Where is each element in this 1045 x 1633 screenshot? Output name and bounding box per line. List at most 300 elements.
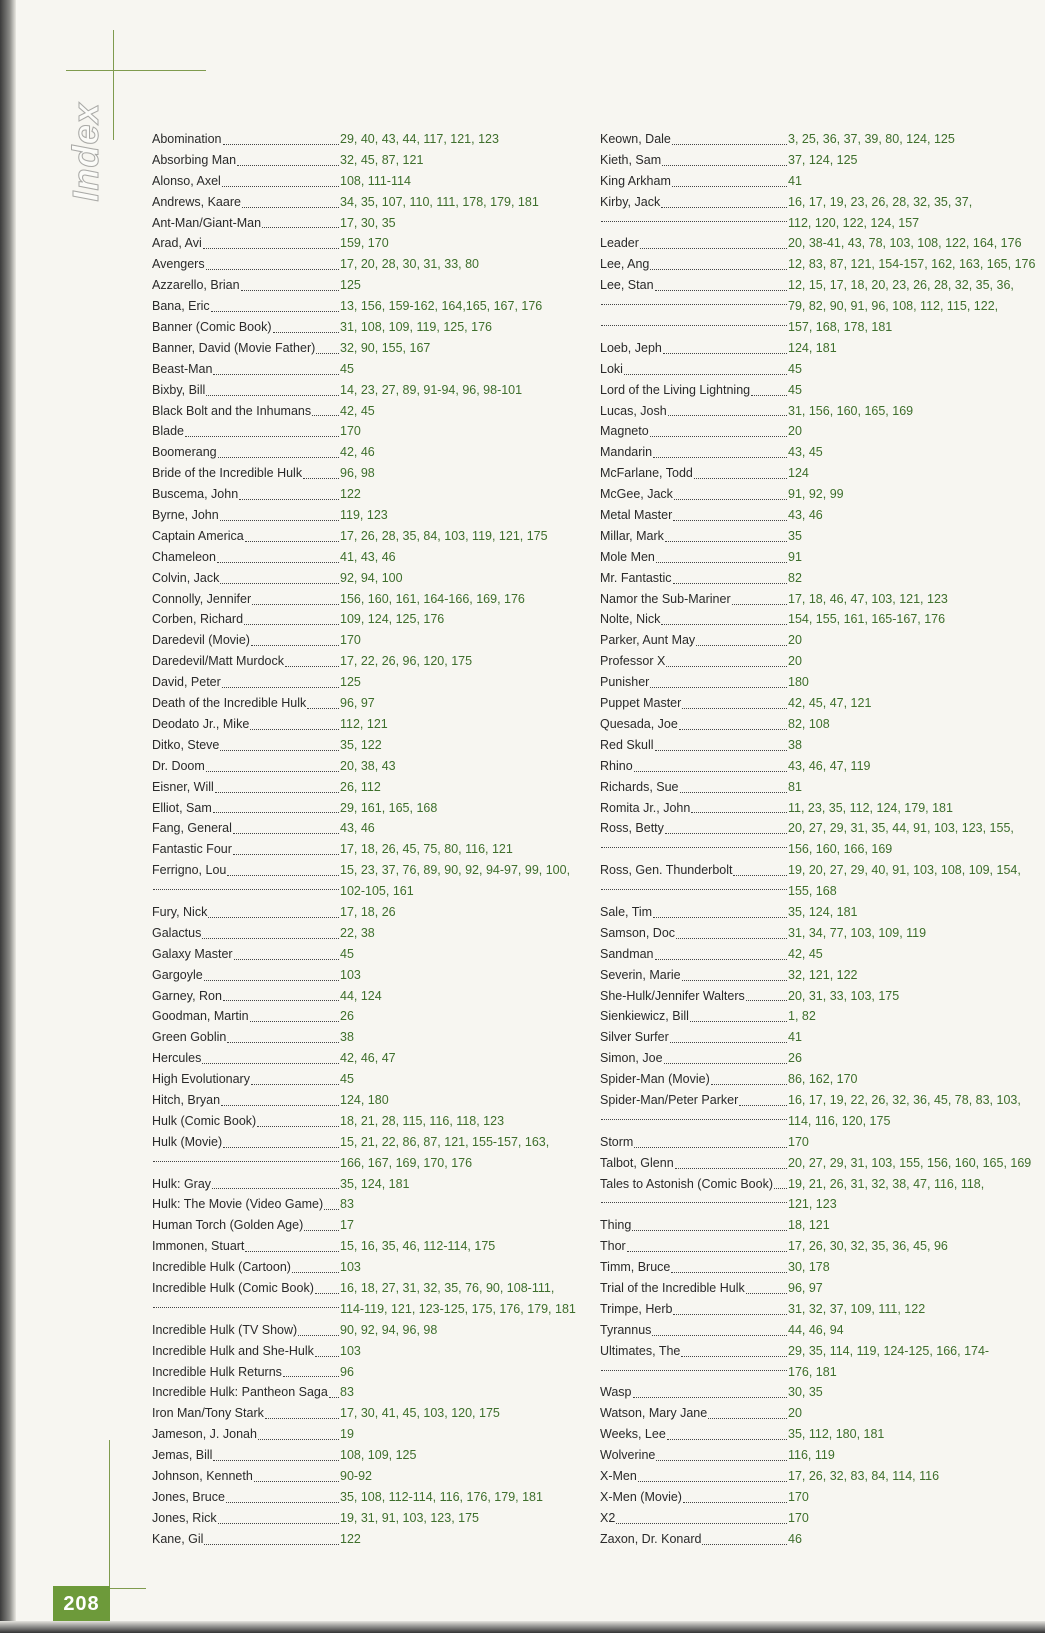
entry-name: Immonen, Stuart <box>152 1239 245 1254</box>
entry-pages: 102-105, 161 <box>340 884 414 899</box>
index-entry <box>152 442 572 463</box>
entry-name: Zaxon, Dr. Konard <box>600 1531 702 1546</box>
entry-pages: 15, 23, 37, 76, 89, 90, 92, 94-97, 99, 100, <box>340 863 571 878</box>
index-entry <box>152 1403 572 1424</box>
entry-name: Hercules <box>152 1051 202 1066</box>
dot-leader <box>601 889 787 890</box>
entry-name: Weeks, Lee <box>600 1427 666 1442</box>
dot-leader <box>226 1487 339 1503</box>
entry-pages: 42, 45 <box>788 946 823 961</box>
entry-pages: 170 <box>340 424 361 439</box>
dot-leader <box>640 233 787 249</box>
entry-pages: 82 <box>788 570 802 585</box>
entry-name: Storm <box>600 1134 634 1149</box>
entry-name: Magneto <box>600 424 649 439</box>
index-entry <box>152 1278 572 1299</box>
entry-pages: 119, 123 <box>340 508 388 523</box>
index-entry <box>152 609 572 630</box>
entry-name: Samson, Doc <box>600 925 676 940</box>
index-entry <box>600 818 1030 839</box>
entry-name: She-Hulk/Jennifer Walters <box>600 988 745 1003</box>
entry-pages: 35, 112, 180, 181 <box>788 1427 885 1442</box>
entry-name: Simon, Joe <box>600 1051 663 1066</box>
dot-leader <box>153 1307 339 1308</box>
dot-leader <box>601 1119 787 1120</box>
index-entry <box>152 944 572 965</box>
entry-pages: 41 <box>788 1030 802 1045</box>
entry-pages: 96, 97 <box>788 1280 823 1295</box>
dot-leader <box>202 923 339 939</box>
entry-pages: 122 <box>340 1531 361 1546</box>
entry-pages: 31, 34, 77, 103, 109, 119 <box>788 925 927 940</box>
entry-name: Ross, Betty <box>600 821 664 836</box>
entry-pages: 103 <box>340 967 361 982</box>
guide-line <box>113 30 114 140</box>
entry-name: Mandarin <box>600 445 653 460</box>
dot-leader <box>661 192 787 208</box>
dot-leader <box>601 221 787 222</box>
dot-leader <box>283 1362 339 1378</box>
entry-name: Lucas, Josh <box>600 403 667 418</box>
dot-leader <box>694 463 787 479</box>
index-entry <box>152 1257 572 1278</box>
index-entry <box>600 902 1030 923</box>
entry-pages: 30, 178 <box>788 1260 830 1275</box>
index-entry <box>600 1403 1030 1424</box>
entry-pages: 32, 121, 122 <box>788 967 858 982</box>
index-entry <box>152 275 572 296</box>
entry-pages: 34, 35, 107, 110, 111, 178, 179, 181 <box>340 194 539 209</box>
index-entry <box>600 380 1030 401</box>
entry-name: Sandman <box>600 946 654 961</box>
entry-pages: 81 <box>788 779 802 794</box>
dot-leader <box>690 1006 787 1022</box>
index-entry <box>152 213 572 234</box>
entry-pages: 156, 160, 161, 164-166, 169, 176 <box>340 591 525 606</box>
dot-leader <box>672 171 787 187</box>
entry-pages: 155, 168 <box>788 884 837 899</box>
entry-name: Goodman, Martin <box>152 1009 249 1024</box>
entry-name: Death of the Incredible Hulk <box>152 696 307 711</box>
dot-leader <box>220 568 339 584</box>
index-entry <box>152 317 572 338</box>
dot-leader <box>680 777 787 793</box>
index-entry <box>600 1278 1030 1299</box>
dot-leader <box>217 547 339 563</box>
entry-name: Gargoyle <box>152 967 203 982</box>
entry-pages: 14, 23, 27, 89, 91-94, 96, 98-101 <box>340 382 523 397</box>
entry-pages: 91 <box>788 549 802 564</box>
dot-leader <box>668 401 787 417</box>
dot-leader <box>672 129 787 145</box>
dot-leader <box>664 1048 787 1064</box>
entry-pages: 46 <box>788 1531 802 1546</box>
dot-leader <box>292 1257 339 1273</box>
index-entry <box>152 818 572 839</box>
dot-leader <box>258 1424 339 1440</box>
dot-leader <box>307 693 339 709</box>
index-entry <box>600 923 1030 944</box>
entry-pages: 42, 45, 47, 121 <box>788 696 872 711</box>
entry-name: Loki <box>600 361 623 376</box>
index-entry <box>600 1027 1030 1048</box>
index-entry <box>152 1487 572 1508</box>
dot-leader <box>627 1236 787 1252</box>
entry-pages: 13, 156, 159-162, 164,165, 167, 176 <box>340 299 543 314</box>
index-entry <box>600 526 1030 547</box>
entry-name: Kirby, Jack <box>600 194 661 209</box>
entry-pages: 42, 46, 47 <box>340 1051 396 1066</box>
dot-leader <box>265 1403 339 1419</box>
index-entry <box>600 798 1030 819</box>
entry-pages: 45 <box>340 1072 354 1087</box>
dot-leader <box>682 965 787 981</box>
index-entry <box>152 798 572 819</box>
dot-leader <box>227 860 339 876</box>
dot-leader <box>601 325 787 326</box>
dot-leader <box>245 526 339 542</box>
index-entry <box>600 672 1030 693</box>
dot-leader <box>206 254 339 270</box>
index-entry <box>152 1341 572 1362</box>
dot-leader <box>708 1403 787 1419</box>
index-entry <box>600 317 1030 338</box>
page-number: 208 <box>53 1586 110 1623</box>
page-bottom-edge <box>0 1621 1045 1633</box>
dot-leader <box>656 1445 787 1461</box>
entry-pages: 35, 122 <box>340 737 382 752</box>
entry-pages: 3, 25, 36, 37, 39, 80, 124, 125 <box>788 132 955 146</box>
entry-pages: 103 <box>340 1343 361 1358</box>
entry-name: Silver Surfer <box>600 1030 669 1045</box>
index-entry <box>152 986 572 1007</box>
dot-leader <box>234 944 339 960</box>
index-entry <box>600 1487 1030 1508</box>
dot-leader <box>653 902 787 918</box>
entry-name: Namor the Sub-Mariner <box>600 591 731 606</box>
entry-pages: 29, 40, 43, 44, 117, 121, 123 <box>340 132 499 146</box>
entry-pages: 37, 124, 125 <box>788 152 858 167</box>
entry-name: Incredible Hulk and She-Hulk <box>152 1343 314 1358</box>
entry-name: Alonso, Axel <box>152 173 221 188</box>
entry-name: Kieth, Sam <box>600 152 662 167</box>
entry-name: Jemas, Bill <box>152 1448 213 1463</box>
dot-leader <box>227 1027 339 1043</box>
entry-pages: 83 <box>340 1385 354 1400</box>
entry-pages: 17, 18, 46, 47, 103, 121, 123 <box>788 591 948 606</box>
dot-leader <box>242 192 339 208</box>
index-entry <box>600 401 1030 422</box>
index-entry <box>600 609 1030 630</box>
dot-leader <box>696 630 787 646</box>
index-entry <box>152 254 572 275</box>
dot-leader <box>233 818 339 834</box>
entry-pages: 17, 26, 28, 35, 84, 103, 119, 121, 175 <box>340 528 548 543</box>
entry-name: Parker, Aunt May <box>600 633 696 648</box>
entry-name: Sienkiewicz, Bill <box>600 1009 689 1024</box>
entry-name: Hulk: The Movie (Video Game) <box>152 1197 324 1212</box>
entry-pages: 166, 167, 169, 170, 176 <box>340 1155 473 1170</box>
dot-leader <box>633 1382 788 1398</box>
entry-name: Kane, Gil <box>152 1531 204 1546</box>
entry-name: Wasp <box>600 1385 632 1400</box>
index-entry <box>600 296 1030 317</box>
entry-name: Bana, Eric <box>152 299 210 314</box>
entry-pages: 38 <box>788 737 802 752</box>
dot-leader <box>666 651 787 667</box>
entry-name: Hitch, Bryan <box>152 1092 221 1107</box>
entry-name: Nolte, Nick <box>600 612 661 627</box>
dot-leader <box>732 589 787 605</box>
entry-pages: 96 <box>340 1364 354 1379</box>
dot-leader <box>250 1006 339 1022</box>
entry-pages: 86, 162, 170 <box>788 1072 858 1087</box>
dot-leader <box>676 923 787 939</box>
entry-name: Incredible Hulk (Cartoon) <box>152 1260 291 1275</box>
entry-name: Deodato Jr., Mike <box>152 716 250 731</box>
dot-leader <box>211 296 339 312</box>
index-entry <box>600 1153 1030 1174</box>
index-entry <box>152 672 572 693</box>
entry-pages: 44, 124 <box>340 988 382 1003</box>
entry-pages: 90-92 <box>340 1469 372 1483</box>
entry-pages: 154, 155, 161, 165-167, 176 <box>788 612 946 627</box>
entry-name: Richards, Sue <box>600 779 679 794</box>
entry-name: Rhino <box>600 758 633 773</box>
entry-pages: 43, 46, 47, 119 <box>788 758 871 773</box>
index-entry <box>152 839 572 860</box>
entry-name: Galactus <box>152 925 202 940</box>
dot-leader <box>653 442 787 458</box>
index-entry <box>152 421 572 442</box>
entry-pages: 170 <box>788 1510 809 1525</box>
index-entry <box>152 150 572 171</box>
dot-leader <box>218 1508 339 1524</box>
entry-pages: 125 <box>340 278 361 293</box>
index-entry <box>600 1048 1030 1069</box>
index-entry <box>600 1174 1030 1195</box>
index-entry <box>600 1362 1030 1383</box>
index-entry <box>152 1027 572 1048</box>
side-title-text: Index <box>65 102 106 202</box>
index-column-right <box>600 129 1036 1550</box>
index-entry <box>600 254 1036 275</box>
dot-leader <box>679 714 787 730</box>
index-entry <box>152 881 572 902</box>
index-entry <box>600 589 1030 610</box>
entry-name: X-Men <box>600 1469 637 1483</box>
entry-name: Jones, Bruce <box>152 1489 225 1504</box>
dot-leader <box>241 275 339 291</box>
index-entry <box>600 756 1030 777</box>
entry-pages: 18, 121 <box>788 1218 830 1233</box>
index-entry <box>152 1382 572 1403</box>
index-entry <box>600 651 1030 672</box>
dot-leader <box>212 1174 339 1190</box>
entry-name: Buscema, John <box>152 487 239 502</box>
index-entry <box>600 484 1030 505</box>
dot-leader <box>273 317 340 333</box>
index-entry <box>600 1341 1030 1362</box>
entry-pages: 17, 18, 26, 45, 75, 80, 116, 121 <box>340 842 513 857</box>
entry-pages: 16, 17, 19, 22, 26, 32, 36, 45, 78, 83, 103, <box>788 1092 1021 1107</box>
index-entry <box>600 213 1030 234</box>
entry-name: Incredible Hulk (TV Show) <box>152 1322 298 1337</box>
dot-leader <box>662 150 787 166</box>
entry-name: Mole Men <box>600 549 655 564</box>
index-entry <box>600 1529 1030 1550</box>
index-entry <box>600 1382 1030 1403</box>
guide-line <box>106 1588 146 1589</box>
dot-leader <box>208 902 339 918</box>
index-entry <box>152 756 572 777</box>
index-entry <box>600 965 1030 986</box>
index-entry <box>152 630 572 651</box>
entry-name: Bride of the Incredible Hulk <box>152 466 303 481</box>
dot-leader <box>746 1278 787 1294</box>
entry-pages: 96, 98 <box>340 466 375 481</box>
entry-name: Daredevil (Movie) <box>152 633 250 648</box>
entry-name: Spider-Man/Peter Parker <box>600 1092 739 1107</box>
entry-pages: 20 <box>788 633 802 648</box>
dot-leader <box>702 1529 787 1545</box>
dot-leader <box>601 1370 787 1371</box>
entry-pages: 12, 15, 17, 18, 20, 23, 26, 28, 32, 35, 36, <box>788 278 1014 293</box>
dot-leader <box>663 338 787 354</box>
index-entry <box>600 986 1030 1007</box>
entry-name: Banner (Comic Book) <box>152 320 272 335</box>
dot-leader <box>223 1132 339 1148</box>
index-entry <box>152 1048 572 1069</box>
entry-pages: 170 <box>340 633 361 648</box>
entry-pages: 26 <box>788 1051 802 1066</box>
dot-leader <box>652 1320 787 1336</box>
entry-pages: 22, 38 <box>340 925 375 940</box>
entry-pages: 122 <box>340 487 361 502</box>
index-entry <box>152 1194 572 1215</box>
entry-name: Andrews, Kaare <box>152 194 241 209</box>
entry-name: Watson, Mary Jane <box>600 1406 708 1421</box>
entry-name: Romita Jr., John <box>600 800 691 815</box>
entry-name: Wolverine <box>600 1448 656 1463</box>
dot-leader <box>251 630 339 646</box>
entry-name: Red Skull <box>600 737 654 752</box>
entry-name: Trial of the Incredible Hulk <box>600 1280 745 1295</box>
dot-leader <box>624 359 787 375</box>
entry-pages: 44, 46, 94 <box>788 1322 844 1337</box>
entry-pages: 17, 30, 35 <box>340 215 396 230</box>
entry-name: Ultimates, The <box>600 1343 681 1358</box>
index-entry <box>152 860 572 881</box>
index-entry <box>152 965 572 986</box>
dot-leader <box>223 129 340 145</box>
index-entry <box>152 777 572 798</box>
entry-pages: 26 <box>340 1009 354 1024</box>
entry-name: McGee, Jack <box>600 487 673 502</box>
dot-leader <box>203 233 339 249</box>
entry-name: Punisher <box>600 675 650 690</box>
entry-name: Metal Master <box>600 508 673 523</box>
entry-name: Hulk: Gray <box>152 1176 212 1191</box>
entry-name: Puppet Master <box>600 696 682 711</box>
index-entry <box>152 296 572 317</box>
entry-pages: 180 <box>788 675 809 690</box>
dot-leader <box>316 338 339 354</box>
entry-pages: 90, 92, 94, 96, 98 <box>340 1322 438 1337</box>
index-entry <box>600 1132 1030 1153</box>
entry-name: Sale, Tim <box>600 904 653 919</box>
index-entry <box>600 1194 1030 1215</box>
index-entry <box>152 923 572 944</box>
dot-leader <box>206 380 339 396</box>
index-entry <box>600 233 1030 254</box>
entry-name: King Arkham <box>600 173 671 188</box>
entry-pages: 41, 43, 46 <box>340 549 396 564</box>
dot-leader <box>711 1069 787 1085</box>
entry-pages: 45 <box>340 946 354 961</box>
entry-pages: 16, 17, 19, 23, 26, 28, 32, 35, 37, <box>788 194 973 209</box>
dot-leader <box>237 150 339 166</box>
entry-name: Severin, Marie <box>600 967 681 982</box>
dot-leader <box>675 1153 787 1169</box>
dot-leader <box>315 1278 339 1294</box>
index-entry <box>152 1153 572 1174</box>
index-entry <box>152 1090 572 1111</box>
entry-name: Jones, Rick <box>152 1510 217 1525</box>
entry-pages: 43, 46 <box>340 821 375 836</box>
entry-name: Timm, Bruce <box>600 1260 671 1275</box>
entry-name: Incredible Hulk Returns <box>152 1364 282 1379</box>
entry-pages: 121, 123 <box>788 1197 837 1212</box>
dot-leader <box>213 1445 339 1461</box>
entry-name: Ditko, Steve <box>152 737 220 752</box>
index-entry <box>152 484 572 505</box>
dot-leader <box>671 1257 787 1273</box>
entry-name: Human Torch (Golden Age) <box>152 1218 304 1233</box>
index-entry <box>600 881 1030 902</box>
entry-name: Lee, Ang <box>600 257 650 272</box>
dot-leader <box>673 1299 787 1315</box>
entry-name: Corben, Richard <box>152 612 244 627</box>
dot-leader <box>222 171 339 187</box>
dot-leader <box>733 860 787 876</box>
entry-pages: 114, 116, 120, 175 <box>788 1113 891 1128</box>
entry-pages: 35, 108, 112-114, 116, 176, 179, 181 <box>340 1489 543 1504</box>
index-entry <box>600 1006 1030 1027</box>
entry-pages: 159, 170 <box>340 236 389 251</box>
dot-leader <box>682 693 787 709</box>
index-entry <box>600 421 1030 442</box>
index-entry <box>152 1236 572 1257</box>
entry-pages: 20, 27, 29, 31, 103, 155, 156, 160, 165, 169 <box>788 1155 1032 1170</box>
dot-leader <box>683 1487 787 1503</box>
index-entry <box>152 714 572 735</box>
dot-leader <box>222 672 339 688</box>
dot-leader <box>667 1424 787 1440</box>
entry-pages: 109, 124, 125, 176 <box>340 612 445 627</box>
index-entry <box>152 129 572 150</box>
entry-pages: 20 <box>788 654 802 669</box>
dot-leader <box>601 1202 787 1203</box>
entry-pages: 17, 26, 30, 32, 35, 36, 45, 96 <box>788 1239 948 1254</box>
dot-leader <box>691 798 787 814</box>
entry-pages: 19, 21, 26, 31, 32, 38, 47, 116, 118, <box>788 1176 985 1191</box>
index-entry <box>152 1508 572 1529</box>
entry-pages: 83 <box>340 1197 354 1212</box>
entry-pages: 19, 20, 27, 29, 40, 91, 103, 108, 109, 154, <box>788 863 1021 878</box>
entry-pages: 17 <box>340 1218 354 1233</box>
entry-name: High Evolutionary <box>152 1072 250 1087</box>
